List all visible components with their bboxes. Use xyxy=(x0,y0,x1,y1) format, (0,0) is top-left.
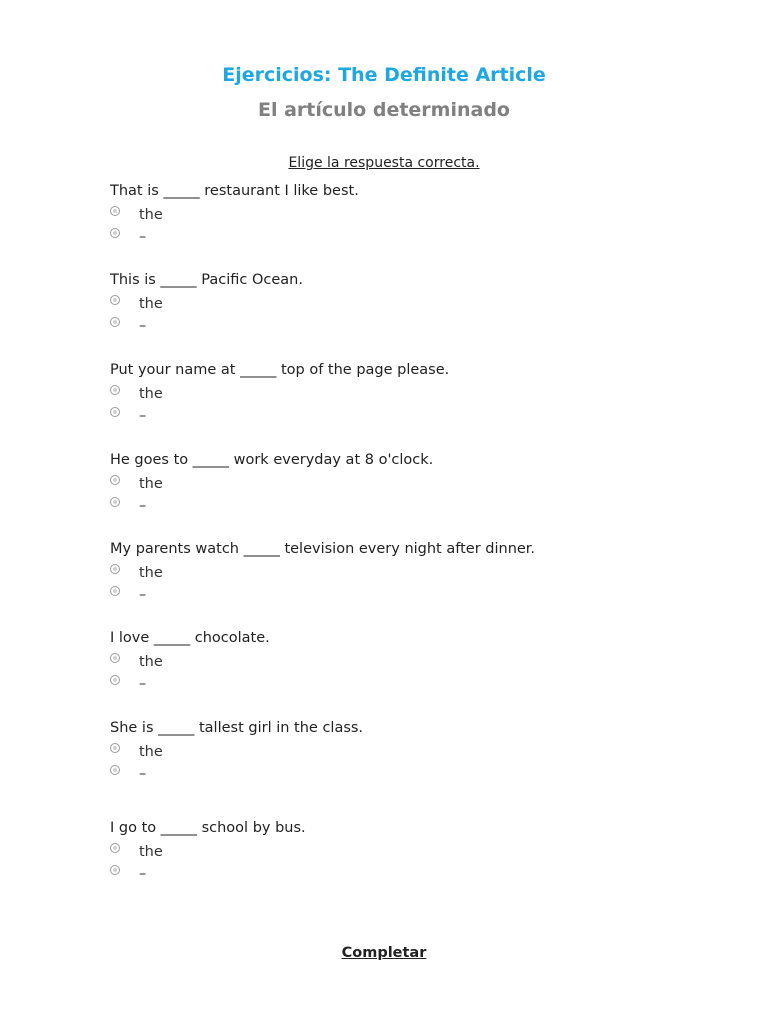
radio-icon[interactable] xyxy=(110,586,120,596)
option-none[interactable] xyxy=(110,584,710,606)
radio-icon[interactable] xyxy=(110,675,120,685)
radio-icon[interactable] xyxy=(110,317,120,327)
complete-link[interactable]: Completar xyxy=(341,945,427,961)
option-label: – xyxy=(139,587,147,603)
radio-icon[interactable] xyxy=(110,295,120,305)
question-prompt: My parents watch _____ television every night after dinner. xyxy=(110,541,536,557)
radio-icon[interactable] xyxy=(110,743,120,753)
page-subtitle: El artículo determinado xyxy=(257,99,510,121)
option-label: the xyxy=(139,844,163,860)
option-the[interactable] xyxy=(110,293,710,315)
option-the[interactable] xyxy=(110,204,710,226)
option-none[interactable] xyxy=(110,315,710,337)
option-label: the xyxy=(139,476,163,492)
option-label: – xyxy=(139,866,147,882)
question-prompt: Put your name at _____ top of the page please. xyxy=(110,362,450,378)
radio-icon[interactable] xyxy=(110,843,120,853)
instruction-text: Elige la respuesta correcta. xyxy=(288,155,480,171)
question-6 xyxy=(110,629,710,695)
option-the[interactable] xyxy=(110,651,710,673)
option-label: the xyxy=(139,386,163,402)
option-label: – xyxy=(139,318,147,334)
question-prompt: He goes to _____ work everyday at 8 o'clock. xyxy=(110,452,434,468)
option-the[interactable] xyxy=(110,562,710,584)
question-4 xyxy=(110,451,710,517)
option-label: the xyxy=(139,207,163,223)
option-the[interactable] xyxy=(110,473,710,495)
option-the[interactable] xyxy=(110,741,710,763)
option-label: – xyxy=(139,408,147,424)
question-5 xyxy=(110,540,710,606)
question-prompt: That is _____ restaurant I like best. xyxy=(110,183,359,199)
option-none[interactable] xyxy=(110,495,710,517)
option-label: – xyxy=(139,229,147,245)
option-the[interactable] xyxy=(110,841,710,863)
option-label: – xyxy=(139,766,147,782)
option-label: the xyxy=(139,654,163,670)
radio-icon[interactable] xyxy=(110,407,120,417)
option-label: the xyxy=(139,296,163,312)
option-none[interactable] xyxy=(110,763,710,785)
question-prompt: This is _____ Pacific Ocean. xyxy=(110,272,303,288)
question-prompt: She is _____ tallest girl in the class. xyxy=(110,720,364,736)
radio-icon[interactable] xyxy=(110,865,120,875)
question-8 xyxy=(110,819,710,885)
radio-icon[interactable] xyxy=(110,475,120,485)
question-7 xyxy=(110,719,710,785)
question-2 xyxy=(110,271,710,337)
radio-icon[interactable] xyxy=(110,228,120,238)
option-label: – xyxy=(139,676,147,692)
radio-icon[interactable] xyxy=(110,653,120,663)
question-1 xyxy=(110,182,710,248)
radio-icon[interactable] xyxy=(110,497,120,507)
option-none[interactable] xyxy=(110,405,710,427)
option-label: the xyxy=(139,744,163,760)
option-label: – xyxy=(139,498,147,514)
option-label: the xyxy=(139,565,163,581)
radio-icon[interactable] xyxy=(110,385,120,395)
radio-icon[interactable] xyxy=(110,765,120,775)
option-the[interactable] xyxy=(110,383,710,405)
option-none[interactable] xyxy=(110,673,710,695)
radio-icon[interactable] xyxy=(110,564,120,574)
question-prompt: I love _____ chocolate. xyxy=(110,630,270,646)
question-3 xyxy=(110,361,710,427)
question-prompt: I go to _____ school by bus. xyxy=(110,820,306,836)
radio-icon[interactable] xyxy=(110,206,120,216)
page-title: Ejercicios: The Definite Article xyxy=(222,64,546,86)
option-none[interactable] xyxy=(110,863,710,885)
option-none[interactable] xyxy=(110,226,710,248)
